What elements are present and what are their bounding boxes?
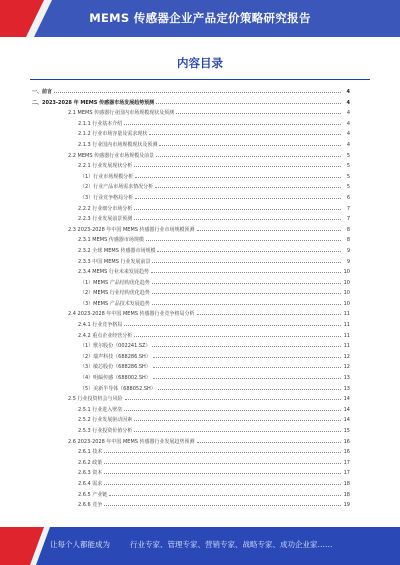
toc-entry-label: （5）美新半导体（688052.SH） [80,385,156,392]
toc-page-number: 5 [346,173,350,180]
toc-entry[interactable] [32,277,350,288]
toc-page-number: 11 [343,332,350,339]
toc-entry[interactable] [32,467,350,478]
toc-leader-dots [104,467,341,474]
toc-page-number: 7 [346,216,350,223]
toc-leader-dots [134,414,341,421]
toc-entry-label: 2.6.1 技术 [78,449,103,456]
toc-page-number: 8 [346,226,350,233]
toc-page-number: 10 [343,269,350,276]
toc-page-number: 10 [343,290,350,297]
toc-leader-dots [176,107,341,114]
toc-entry-label: 2.4.2 重点企业经营分析 [78,332,133,339]
toc-entry[interactable] [32,436,350,447]
toc-leader-dots [104,446,341,453]
toc-entry-label: 2.5.2 行业发展驱动因素 [78,417,133,424]
toc-entry-label: 2.4 2023-2028 年中国 MEMS 传感器行业竞争格局分析 [68,311,195,318]
toc-page-number: 17 [343,459,350,466]
toc-entry[interactable] [32,404,350,415]
toc-entry-label: 2.1.2 行业市场容量及需求现状 [78,131,148,138]
footer-slogan-detail: 行业专家、管理专家、营销专家、战略专家、成功企业家…… [130,540,333,549]
toc-entry-label: 2.6.3 资本 [78,470,103,477]
toc-entry-label: 2.5 行业投资机会与风险 [68,396,123,403]
toc-entry-label: 2.2 MEMS 传感器行业市场规模及前景 [68,152,155,159]
toc-entry-label: 2.5.3 行业投资价值分析 [78,428,133,434]
toc-entry[interactable] [32,266,350,277]
toc-page-number: 16 [343,449,350,456]
toc-page-number: 15 [343,428,350,434]
toc-page-number: 14 [343,417,350,424]
toc-entry-label: 2.3.3 中国 MEMS 行业发展前景 [78,258,151,265]
toc-entry-label: 2.4.1 行业竞争格局 [78,322,123,329]
toc-divider [30,79,370,80]
toc-entry-label: 2.6 2023-2028 年中国 MEMS 传感器行业发展趋势预测 [68,438,195,445]
toc-page-number: 9 [346,258,350,265]
toc-leader-dots [151,266,341,273]
toc-entry[interactable] [32,287,350,298]
toc-leader-dots [155,181,341,188]
toc-leader-dots [152,287,341,294]
toc-leader-dots [152,340,341,347]
toc-page-number: 12 [343,353,350,360]
toc-leader-dots [146,234,341,241]
toc-leader-dots [104,457,341,464]
toc-entry-label: 2.1.1 行业基本介绍 [78,120,123,127]
toc-entry-label: 2.6.4 需求 [78,480,103,487]
toc-entry[interactable] [32,361,350,372]
toc-entry[interactable] [32,256,350,267]
toc-entry[interactable] [32,446,350,457]
toc-entry[interactable] [32,489,350,500]
toc-page-number: 4 [346,89,350,95]
toc-page-number: 14 [343,406,350,413]
toc-entry-label: 2.3 2023-2028 年中国 MEMS 传感器行业市场规模预测 [68,226,195,233]
toc-leader-dots [135,171,341,178]
toc-entry[interactable] [32,425,350,436]
toc-page-number: 4 [346,141,350,148]
toc-leader-dots [153,361,341,368]
toc-leader-dots [134,203,341,210]
toc-entry-label: 2.3.1 MEMS 传感器市场规模 [78,237,144,244]
toc-leader-dots [134,160,341,167]
toc-entry-label: （4）明皜传感（688002.SH） [80,375,151,382]
toc-entry[interactable] [32,308,350,319]
toc-entry[interactable] [32,213,350,224]
toc-leader-dots [156,150,341,157]
toc-page-number: 19 [343,502,350,509]
toc-leader-dots [134,330,341,337]
toc-page-number: 9 [346,247,350,254]
toc-page-number: 7 [346,205,350,212]
toc-entry-label: 2.6.5 产业链 [78,491,108,498]
toc-entry[interactable] [32,86,350,97]
toc-leader-dots [152,277,341,284]
toc-page-number: 12 [343,364,350,371]
toc-page-number: 8 [346,237,350,244]
toc-page-number: 11 [343,322,350,329]
toc-leader-dots [158,383,341,390]
toc-page-number: 18 [343,480,350,487]
toc-entry[interactable] [32,330,350,341]
toc-entry-label: 一、前言 [32,89,53,95]
toc-entry[interactable] [32,340,350,351]
toc-entry-label: 2.6.6 竞争 [78,502,103,509]
toc-entry-label: 2.5.1 行业进入壁垒 [78,406,123,413]
toc-leader-dots [109,489,341,496]
toc-entry-label: 2.2.3 行业发展前景预测 [78,216,133,223]
toc-page-number: 10 [343,279,350,286]
toc-entry[interactable] [32,234,350,245]
toc-entry[interactable] [32,171,350,182]
toc-entry-label: （3）行业竞争格局分析 [80,194,134,201]
toc-entry[interactable] [32,118,350,129]
toc-leader-dots [153,372,341,379]
toc-page-number: 10 [343,300,350,307]
toc-entry-label: （1）行业市场规模分析 [80,173,134,180]
toc-leader-dots [134,425,341,432]
toc-page-number: 5 [346,163,350,170]
toc-entry[interactable] [32,97,350,108]
toc-page-number: 4 [346,120,350,127]
toc-entry[interactable] [32,298,350,309]
toc-entry[interactable] [32,319,350,330]
toc-entry-label: （2）MEMS 行业结构优化趋势 [80,290,150,297]
toc-entry[interactable] [32,351,350,362]
toc-leader-dots [157,245,341,252]
toc-page-number: 11 [343,343,350,350]
toc-entry-label: （3）敏芯股份（688286.SH） [80,364,151,371]
toc-page-number: 14 [343,396,350,403]
toc-page-number: 13 [343,375,350,382]
toc-page-number: 18 [343,491,350,498]
toc-entry-label: （2）瑞声科技（688286.SH） [80,353,151,360]
report-title: MEMS 传感器企业产品定价策略研究报告 [89,11,311,25]
toc-page-number: 11 [343,311,350,318]
toc-page-number: 5 [346,184,350,191]
toc-page-number: 17 [343,470,350,477]
toc-entry-label: 2.2.1 行业发展现状分析 [78,163,133,170]
toc-heading: 内容目录 [177,56,223,70]
toc-entry-label: 2.1.3 行业国内市场规模现状及预测 [78,141,158,148]
table-of-contents [32,86,350,510]
toc-page-number: 6 [346,194,350,201]
toc-page-number: 16 [343,438,350,445]
toc-page-number: 4 [346,99,350,106]
toc-entry[interactable] [32,181,350,192]
toc-leader-dots [197,308,341,315]
toc-page-number: 4 [346,131,350,138]
toc-leader-dots [134,213,341,220]
toc-entry[interactable] [32,383,350,394]
toc-leader-dots [124,319,341,326]
toc-entry-label: 2.3.4 MEMS 行业未来发展趋势 [78,269,149,276]
toc-entry-label: 2.1 MEMS 传感器行业国内市场规模现状及预测 [68,110,175,117]
toc-entry-label: （2）行业产品市场需求情况分析 [80,184,154,191]
toc-leader-dots [153,351,341,358]
toc-leader-dots [152,256,341,263]
toc-entry[interactable] [32,499,350,510]
toc-leader-dots [149,128,341,135]
toc-leader-dots [135,192,341,199]
toc-entry[interactable] [32,393,350,404]
toc-entry[interactable] [32,150,350,161]
toc-leader-dots [104,478,341,485]
toc-page-number: 5 [346,152,350,159]
toc-entry[interactable] [32,203,350,214]
toc-page-number: 4 [346,110,350,117]
toc-leader-dots [124,404,341,411]
toc-leader-dots [152,298,341,305]
toc-leader-dots [197,436,341,443]
toc-entry[interactable] [32,139,350,150]
toc-entry-label: 2.6.2 政策 [78,459,103,466]
toc-leader-dots [104,499,341,506]
toc-leader-dots [54,86,341,93]
toc-leader-dots [125,393,341,400]
toc-entry-label: （1）MEMS 产品结构优化趋势 [80,279,150,286]
toc-entry-label: （1）歌尔股份（002241.SZ） [80,343,151,350]
toc-entry-label: 二、2023-2028 年 MEMS 传感器市场发展趋势预测 [32,99,155,106]
toc-leader-dots [156,97,341,104]
toc-entry[interactable] [32,414,350,425]
toc-leader-dots [197,224,341,231]
toc-entry[interactable] [32,128,350,139]
toc-entry[interactable] [32,372,350,383]
toc-entry-label: 2.2.2 行业细分市场分析 [78,205,133,212]
footer-slogan: 让每个人都能成为 [50,540,110,549]
toc-leader-dots [159,139,341,146]
toc-leader-dots [124,118,341,125]
toc-entry-label: （3）MEMS 产品技术发展趋势 [80,300,150,307]
toc-entry-label: 2.3.2 全球 MEMS 传感器市场规模 [78,247,156,254]
toc-page-number: 13 [343,385,350,392]
toc-entry[interactable] [32,245,350,256]
toc-entry[interactable] [32,457,350,468]
toc-entry[interactable] [32,192,350,203]
toc-entry[interactable] [32,478,350,489]
toc-entry[interactable] [32,107,350,118]
toc-entry[interactable] [32,224,350,235]
toc-entry[interactable] [32,160,350,171]
